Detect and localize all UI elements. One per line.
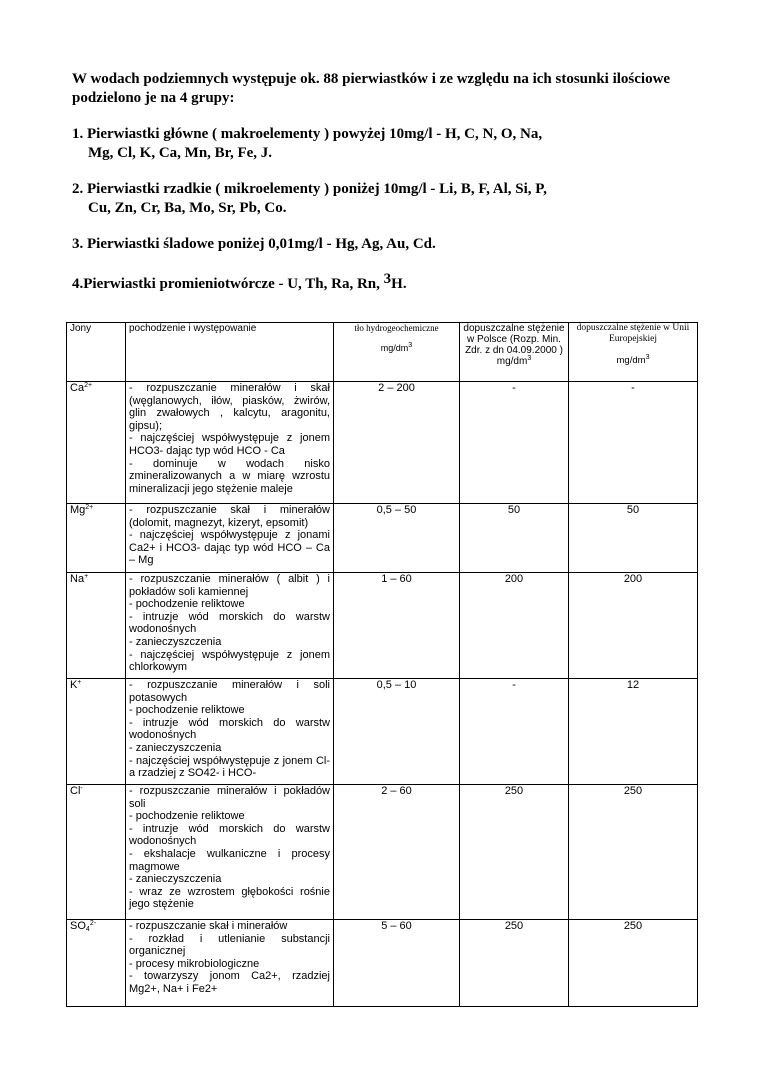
origin-line: - najczęściej współwystępuje z jonem Cl- a rzadziej z SO42- i HCO-: [129, 754, 330, 780]
poland-limit-cell: 50: [460, 504, 569, 573]
ion-cell: [67, 679, 126, 785]
group-3: 3. Pierwiastki śladowe poniżej 0,01mg/l - Hg, Ag, Au, Cd.: [72, 236, 436, 252]
origin-line: - rozkład i utlenianie substancji organicznej: [129, 932, 330, 958]
group-1-line-a: 1. Pierwiastki główne ( makroelementy ) powyżej 10mg/l - H, C, N, O, Na,: [72, 126, 543, 142]
ion-cell: [67, 785, 126, 920]
table-row: [67, 920, 698, 1007]
origin-cell: [126, 573, 334, 679]
origin-line: - wraz ze wzrostem głębokości rośnie jego stężenie: [129, 885, 330, 911]
table-row: [67, 382, 698, 504]
origin-line: - pochodzenie reliktowe: [129, 704, 245, 717]
table-row: [67, 504, 698, 573]
eu-limit-cell: 50: [569, 504, 698, 573]
group-4: [72, 270, 712, 294]
intro-line-2: podzielono je na 4 grupy:: [72, 90, 235, 106]
eu-limit-cell: 250: [569, 785, 698, 920]
header-ue-unit: $mg/dm^3$: [616, 354, 650, 366]
background-value-cell: 2 – 200: [334, 382, 460, 504]
header-ue: [569, 323, 698, 382]
header-jony: Jony: [67, 323, 126, 382]
origin-line: - procesy mikrobiologiczne: [129, 957, 260, 970]
table-row: [67, 679, 698, 785]
ion-symbol: Ca: [70, 382, 85, 394]
origin-line: - najczęściej współwystępuje z jonami Ca2+ i HCO3- dając typ wód HCO – Ca – Mg: [129, 529, 330, 567]
origin-line: - dominuje w wodach nisko zmineralizowanych a w miarę wzrostu mineralizacji jego stężenie maleje: [129, 457, 330, 495]
origin-line: - zanieczyszczenia: [129, 873, 222, 886]
header-pochodzenie: pochodzenie i występowanie: [126, 323, 334, 382]
ion-charge: +: [84, 573, 89, 580]
table-row: [67, 573, 698, 679]
origin-cell: [126, 920, 334, 1007]
poland-limit-cell: 200: [460, 573, 569, 679]
ions-table: [66, 322, 698, 1007]
header-polska: [460, 323, 569, 382]
origin-cell: [126, 504, 334, 573]
header-polska-unit: $mg/dm^3$: [496, 355, 532, 367]
group-2-line-a: 2. Pierwiastki rzadkie ( mikroelementy ) poniżej 10mg/l - Li, B, F, Al, Si, P,: [72, 181, 547, 197]
origin-line: - rozpuszczanie minerałów ( albit ) i pokładów soli kamiennej: [129, 573, 330, 598]
ion-charge: +: [77, 679, 82, 686]
header-tlo: [334, 323, 460, 382]
origin-line: - pochodzenie reliktowe: [129, 598, 245, 611]
intro-line-1: W wodach podziemnych występuje ok. 88 pierwiastków i ze względu na ich stosunki ilościowe: [72, 71, 671, 87]
ion-cell: [67, 504, 126, 573]
origin-line: - najczęściej współwystępuje z jonem HCO3- dając typ wód HCO - Ca: [129, 432, 330, 457]
background-value-cell: 2 – 60: [334, 785, 460, 920]
origin-line: - najczęściej współwystępuje z jonem chlorkowym: [129, 648, 330, 674]
origin-line: - towarzyszy jonom Ca2+, rzadziej Mg2+, Na+ i Fe2+: [129, 970, 330, 995]
header-ue-label: dopuszczalne stężenie w Unii Europejskiej: [576, 323, 690, 344]
header-tlo-label: tło hydrogeochemiczne: [354, 323, 439, 333]
origin-line: - intruzje wód morskich do warstw wodonośnych: [129, 822, 330, 848]
group-1-line-b: Mg, Cl, K, Ca, Mn, Br, Fe, J.: [88, 145, 273, 161]
background-value-cell: 5 – 60: [334, 920, 460, 1007]
origin-line: - rozpuszczanie skał i minerałów: [129, 920, 288, 932]
background-value-cell: 1 – 60: [334, 573, 460, 679]
eu-limit-cell: 200: [569, 573, 698, 679]
background-value-cell: 0,5 – 10: [334, 679, 460, 785]
ion-symbol: Na: [70, 573, 85, 585]
ion-charge: 2+: [85, 504, 94, 511]
ion-subscript: 4: [85, 926, 90, 933]
ion-charge: -: [80, 785, 83, 792]
origin-cell: [126, 785, 334, 920]
ion-charge: 2-: [89, 920, 97, 927]
origin-cell: [126, 679, 334, 785]
table-row: [67, 785, 698, 920]
origin-line: - rozpuszczanie minerałów i pokładów soli: [129, 785, 330, 810]
origin-line: - rozpuszczanie minerałów i skał (węglanowych, iłów, piasków, żwirów, glin zwałowych , kalcytu, aragonitu, gipsu);: [129, 382, 330, 432]
group-2-line-b: Cu, Zn, Cr, Ba, Mo, Sr, Pb, Co.: [88, 200, 287, 216]
poland-limit-cell: 250: [460, 785, 569, 920]
group-4-end: H.: [391, 276, 407, 292]
origin-line: - pochodzenie reliktowe: [129, 810, 245, 823]
poland-limit-cell: -: [460, 679, 569, 785]
intro-text: [72, 70, 712, 294]
origin-line: - rozpuszczanie skał i minerałów (dolomit, magnezyt, kizeryt, epsomit): [129, 504, 330, 529]
eu-limit-cell: 250: [569, 920, 698, 1007]
eu-limit-cell: 12: [569, 679, 698, 785]
origin-cell: [126, 382, 334, 504]
origin-line: - intruzje wód morskich do warstw wodonośnych: [129, 610, 330, 636]
background-value-cell: 0,5 – 50: [334, 504, 460, 573]
origin-line: - zanieczyszczenia: [129, 635, 222, 648]
header-polska-label: dopuszczalne stężenie w Polsce (Rozp. Min. Zdr. z dn 04.09.2000 ): [463, 323, 565, 356]
origin-line: - intruzje wód morskich do warstw wodonośnych: [129, 716, 330, 742]
ion-symbol: K: [70, 679, 78, 691]
ion-cell: [67, 573, 126, 679]
group-4-superscript: 3: [383, 271, 392, 287]
ion-symbol: SO: [70, 920, 86, 932]
ion-symbol: Mg: [70, 504, 86, 516]
eu-limit-cell: -: [569, 382, 698, 504]
origin-line: - ekshalacje wulkaniczne i procesy magmowe: [129, 847, 330, 873]
header-tlo-unit: $mg/dm^3$: [380, 342, 413, 353]
ion-rows: [67, 382, 698, 1007]
origin-line: - rozpuszczanie minerałów i soli potasowych: [129, 679, 330, 704]
ion-cell: [67, 382, 126, 504]
origin-line: - zanieczyszczenia: [129, 741, 222, 754]
ion-charge: 2+: [84, 382, 93, 389]
ion-symbol: Cl: [70, 785, 81, 797]
poland-limit-cell: -: [460, 382, 569, 504]
poland-limit-cell: 250: [460, 920, 569, 1007]
ion-cell: [67, 920, 126, 1007]
group-4-text: 4.Pierwiastki promieniotwórcze - U, Th, Ra, Rn,: [72, 276, 384, 292]
